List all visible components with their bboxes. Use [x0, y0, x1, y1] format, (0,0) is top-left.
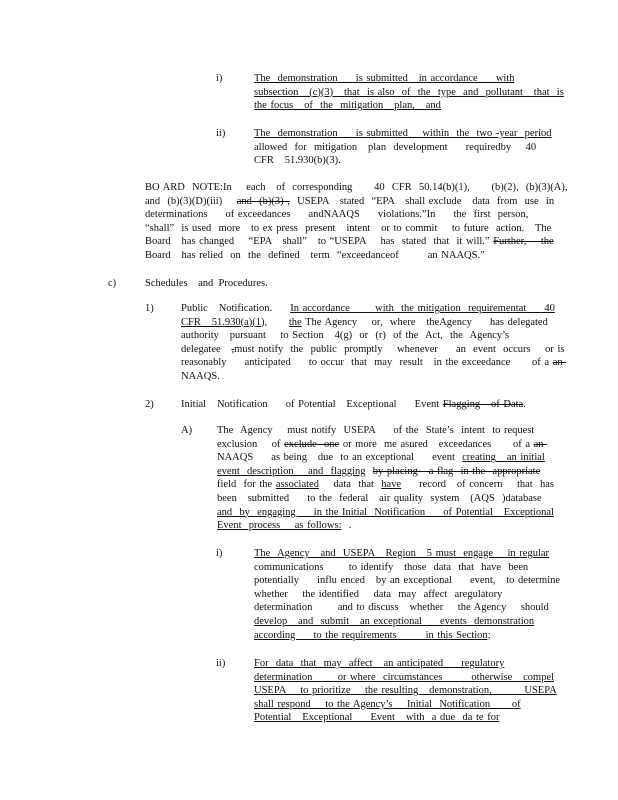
- struck-text: exclude one: [284, 438, 340, 450]
- text-line: [181, 343, 565, 357]
- text-line: [254, 684, 557, 698]
- item-2-title-line: [181, 398, 526, 412]
- text-line: [254, 629, 537, 643]
- text-line: [254, 99, 544, 113]
- underlined-text: The demonstration is submitted within the two -year period: [254, 128, 552, 139]
- underlined-text: event description and flagging: [217, 465, 366, 477]
- text-line: [145, 249, 535, 263]
- text-line: [217, 438, 548, 452]
- text-line: [217, 519, 537, 533]
- underlined-text: have: [381, 479, 402, 491]
- section-c-label: c): [108, 278, 117, 289]
- struck-text: an: [533, 438, 548, 450]
- text-line: [145, 195, 555, 209]
- underlined-text: Potential Exceptional Event with a due da te for: [254, 712, 500, 724]
- text-run: reasonably anticipated to occur that may result in the exceedance of a: [181, 357, 553, 369]
- underlined-text: For data that may affect an anticipated regulatory: [254, 658, 505, 669]
- text-line: [254, 127, 552, 141]
- text-run: exclusion of: [217, 438, 285, 450]
- item-A-ii-text: [254, 657, 557, 725]
- text-run: Board has changed “EPA shall” to “USEPA has stated that it will.”: [145, 236, 494, 248]
- item-A-text: [217, 424, 554, 533]
- text-run: NAAQS as being due to an exceptional event: [217, 452, 463, 464]
- text-run: [366, 466, 373, 477]
- text-run: determinations of exceedances andNAAQS violations.”In the first person,: [145, 209, 529, 221]
- item-ii-text: [254, 127, 552, 168]
- item-A-label: A): [181, 425, 193, 436]
- text-run: authority pursuant to Section 4(g) or (r) of the Act, the Agency’s: [181, 330, 510, 342]
- underlined-text: shall respond to the Agency’s Initial Notification of: [254, 698, 521, 710]
- text-line: [254, 657, 537, 671]
- item-2-label: 2): [145, 399, 154, 410]
- text-run: BO ARD NOTE:In each of corresponding 40 CFR 50.14(b)(1), (b)(2), (b)(3)(A),: [145, 182, 568, 193]
- text-line: [181, 302, 555, 316]
- text-line: [217, 478, 554, 492]
- text-line: [145, 181, 568, 195]
- underlined-text: The demonstration is submitted in accordance with: [254, 73, 515, 84]
- text-line: [254, 72, 544, 86]
- struck-text: by placing a flag in the appropriate: [372, 465, 541, 477]
- item-ii-label: ii): [216, 128, 226, 139]
- section-c-title: Schedules and Procedures.: [145, 278, 268, 289]
- text-line: [254, 154, 544, 168]
- item-1-label: 1): [145, 303, 154, 314]
- text-run: Initial Notification of Potential Exceptional Event: [181, 399, 443, 410]
- item-A-i-label: i): [216, 548, 223, 559]
- text-run: [267, 317, 289, 328]
- text-run: or more me asured exceedances of a: [339, 438, 534, 450]
- struck-text: Flagging of Data: [442, 399, 524, 410]
- text-line: [254, 601, 549, 615]
- text-line: [254, 574, 561, 588]
- text-run: The Agency or, where theAgency has delegated: [301, 316, 548, 328]
- text-run: potentially influ enced by an exceptional event, to determine: [254, 575, 561, 587]
- text-run: “shall” is used more to ex press present intent or to commit to future action. The: [145, 222, 552, 234]
- text-run: data that: [318, 479, 382, 491]
- text-line: [254, 615, 537, 629]
- text-run: Public Notification.: [181, 303, 291, 314]
- item-i-text: [254, 72, 564, 113]
- text-line: [217, 465, 541, 479]
- underlined-text: subsection (c)(3) that is also of the type and pollutant that is: [254, 86, 564, 98]
- text-run: delegatee: [181, 343, 232, 355]
- underlined-text: and by engaging in the Initial Notification of Potential Exceptional: [217, 506, 554, 518]
- struck-text: and (b)(3) ,: [236, 195, 290, 207]
- text-run: been submitted to the federal air quality system (AQS )database: [217, 492, 542, 504]
- text-run: Board has relied on the defined term “exceedanceof an NAAQS.”: [145, 249, 485, 261]
- board-note: [145, 181, 568, 263]
- underlined-text: USEPA to prioritize the resulting demonstration, USEPA: [254, 685, 557, 697]
- text-run: allowed for mitigation plan development requiredby 40: [254, 141, 537, 153]
- text-line: [181, 329, 537, 343]
- text-run: The Agency must notify USEPA of the State’s intent to request: [217, 425, 535, 436]
- underlined-text: according to the requirements in this Section;: [254, 629, 491, 641]
- item-A-i-text: [254, 547, 561, 642]
- underlined-text: develop and submit an exceptional events demonstration: [254, 615, 535, 627]
- item-A-ii-label: ii): [216, 658, 226, 669]
- underlined-text: creating an initial: [462, 452, 545, 464]
- text-run: CFR 51.930(b)(3).: [254, 155, 341, 167]
- underlined-text: Event process as follows:: [217, 520, 342, 532]
- underlined-text: determination or where circumstances otherwise compel: [254, 671, 555, 683]
- underlined-text: CFR 51.930(a)(1),: [181, 316, 268, 328]
- text-run: .: [523, 399, 526, 410]
- text-line: [254, 588, 537, 602]
- item-i-label: i): [216, 73, 223, 84]
- underlined-text: the focus of the mitigation plan, and: [254, 100, 441, 112]
- text-line: [254, 671, 555, 685]
- text-run: determination and to discuss whether the Agency should: [254, 602, 549, 614]
- text-line: [181, 316, 548, 330]
- text-run: communications to identify those data that have been: [254, 561, 529, 573]
- underlined-text: In accordance with the mitigation requirementat 40: [290, 303, 555, 314]
- item-1-text: [181, 302, 567, 384]
- text-run: and (b)(3)(D)(iii): [145, 195, 237, 207]
- text-line: [217, 492, 542, 506]
- underlined-text: The Agency and USEPA Region 5 must engage in regular: [254, 548, 550, 559]
- text-line: [181, 370, 537, 384]
- struck-text: Further, the: [493, 236, 554, 248]
- text-line: [254, 86, 564, 100]
- text-run: NAAQS.: [181, 370, 220, 382]
- text-run: must notify the public promptly whenever an event occurs or is: [234, 343, 565, 355]
- item-2-title: [181, 398, 526, 412]
- text-run: field for the: [217, 479, 276, 491]
- text-line: [254, 698, 537, 712]
- text-run: whether the identified data may affect aregulatory: [254, 588, 503, 600]
- text-line: [254, 561, 537, 575]
- text-run: .: [341, 520, 352, 532]
- underlined-text: the: [288, 316, 302, 328]
- text-line: [145, 222, 552, 236]
- text-run: USEPA stated “EPA shall exclude data from use in: [289, 195, 555, 207]
- struck-text: an: [552, 357, 567, 369]
- struck-text: ,: [231, 343, 235, 355]
- text-line: [217, 506, 554, 520]
- text-line: [254, 547, 550, 561]
- text-line: [217, 451, 545, 465]
- text-line: [181, 356, 567, 370]
- text-line: [217, 424, 537, 438]
- text-line: [254, 141, 544, 155]
- text-run: record of concern that has: [401, 479, 554, 491]
- text-line: [145, 208, 535, 222]
- underlined-text: associated: [275, 479, 319, 491]
- text-line: [254, 711, 537, 725]
- text-line: [145, 235, 554, 249]
